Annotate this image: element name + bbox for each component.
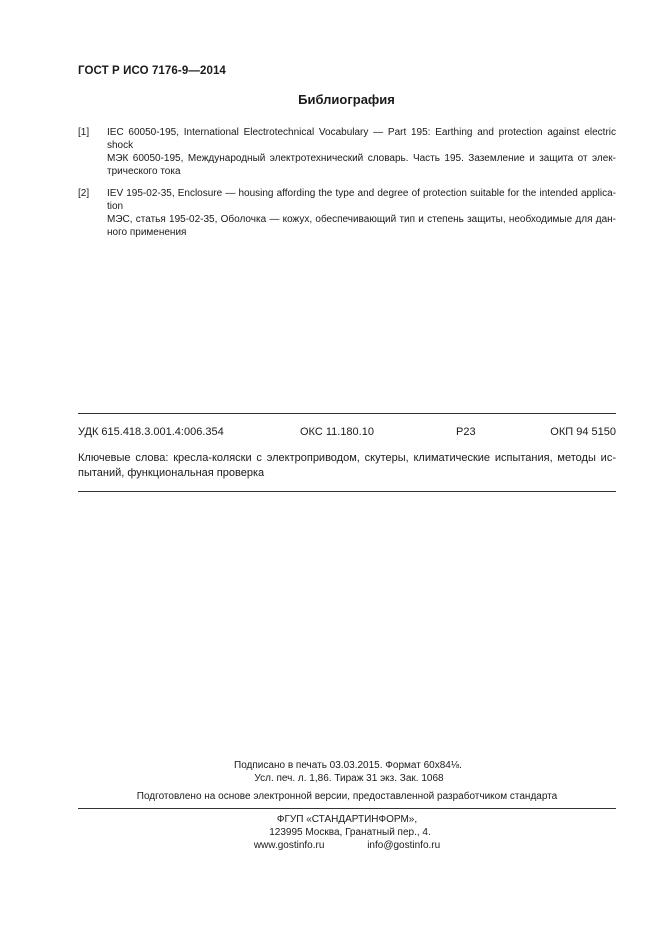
top-divider [78,413,616,414]
entry-line: IEV 195-02-35, Enclosure — housing affording the type and degree of protection suitable for the intended applica- [107,188,616,199]
keywords-line: пытаний, функциональная проверка [78,467,265,479]
bottom-divider [78,491,616,492]
entry-number: [1] [78,127,90,138]
print-details: Усл. печ. л. 1,86. Тираж 31 экз. Зак. 1068 [254,773,444,784]
keywords-line: Ключевые слова: кресла-коляски с электроприводом, скутеры, климатические испытания, методы ис- [78,452,616,464]
udk-code: УДК 615.418.3.001.4:006.354 [78,426,224,438]
bibliography-list [78,126,616,248]
entry-text [107,187,616,239]
email-link[interactable]: info@gostinfo.ru [367,840,441,851]
print-info-block [78,759,616,785]
publisher-address: 123995 Москва, Гранатный пер., 4. [269,827,431,838]
document-code: ГОСТ Р ИСО 7176-9—2014 [78,65,226,77]
entry-line: МЭС, статья 195-02-35, Оболочка — кожух, обеспечивающий тип и степень защиты, необходимые для дан- [107,214,616,225]
entry-line: МЭК 60050-195, Международный электротехнический словарь. Часть 195. Заземление и защита от элек- [107,153,616,164]
website-link[interactable]: www.gostinfo.ru [253,840,325,851]
prepared-note: Подготовлено на основе электронной версии, предоставленной разработчиком стандарта [136,791,558,802]
signed-to-print: Подписано в печать 03.03.2015. Формат 60x84⅛. [234,760,462,771]
classification-row [78,426,616,440]
publisher-block [78,813,616,852]
keywords [78,451,616,481]
oks-code: ОКС 11.180.10 [300,426,374,438]
bibliography-entry-1 [78,126,616,178]
entry-line: shock [107,140,134,151]
entry-text [107,126,616,178]
group-code: Р23 [456,426,476,438]
bibliography-entry-2 [78,187,616,239]
entry-line: трического тока [107,166,181,177]
entry-line: IEC 60050-195, International Electrotechnical Vocabulary — Part 195: Earthing and protection against electric [107,127,616,138]
okp-code: ОКП 94 5150 [550,426,616,438]
publisher-name: ФГУП «СТАНДАРТИНФОРМ», [276,814,418,825]
page-title: Библиография [298,92,395,107]
imprint-divider [78,808,616,809]
entry-number: [2] [78,188,90,199]
entry-line: tion [107,201,124,212]
entry-line: ного применения [107,227,187,238]
contacts-row [78,839,616,852]
